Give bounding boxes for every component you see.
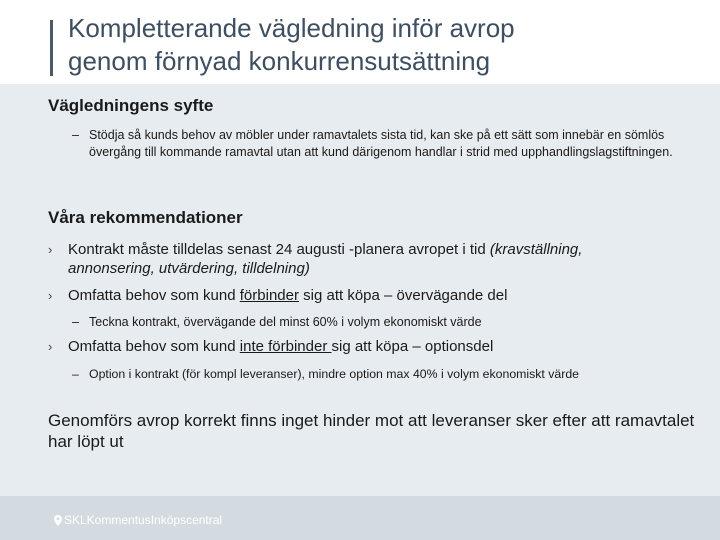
bullet-3-subitem [72, 366, 714, 383]
bullet-3-underlined: inte förbinder [239, 338, 332, 355]
slide-header [0, 0, 720, 84]
bullet-2-sub-text: Teckna kontrakt, övervägande del minst 60% i volym ekonomiskt värde [89, 315, 482, 329]
title-line-2: genom förnyad konkurrensutsättning [68, 46, 491, 76]
logo-text: SKLKommentusInköpscentral [64, 513, 223, 527]
title-line-1: Kompletterande vägledning inför avrop [68, 13, 515, 43]
purpose-text: Stödja så kunds behov av möbler under ramavtalets sista tid, kan ske på ett sätt som innebär en sömlös övergång till kommande ramavtal utan att kund därigenom handlar i strid med upphandlingslagstiftningen. [89, 128, 673, 159]
bullet-1-italic: (kravställning, annonsering, utvärdering, tilldelning) [68, 241, 583, 277]
chevron-right-icon: › [48, 242, 53, 257]
closing-statement: Genomförs avrop korrekt finns inget hinder mot att leveranser sker efter att ramavtalet har löpt ut [48, 411, 695, 451]
dash-marker: – [72, 367, 79, 381]
section-heading-recommendations: Våra rekommendationer [48, 208, 243, 227]
dash-marker: – [72, 128, 79, 142]
purpose-subitem [72, 127, 689, 161]
bullet-2-subitem [72, 314, 709, 331]
bullet-2-pre: Omfatta behov som kund [68, 287, 240, 304]
chevron-right-icon: › [48, 288, 53, 303]
recommendation-bullet-1 [48, 240, 668, 278]
bullet-1-text: Kontrakt måste tilldelas senast 24 augusti -planera avropet i tid [68, 241, 490, 258]
title-accent-bar [50, 20, 53, 76]
slide-title [68, 12, 708, 78]
section-heading-purpose: Vägledningens syfte [48, 96, 214, 115]
location-pin-icon [54, 515, 62, 526]
bullet-2-underlined: förbinder [239, 287, 299, 304]
bullet-3-pre: Omfatta behov som kund [68, 338, 240, 355]
footer-logo [54, 513, 222, 527]
recommendation-bullet-2 [48, 286, 668, 305]
bullet-3-sub-text: Option i kontrakt (för kompl leveranser), mindre option max 40% i volym ekonomiskt värde [89, 367, 580, 381]
bullet-3-post: sig att köpa – optionsdel [331, 338, 494, 355]
bullet-2-post: sig att köpa – övervägande del [298, 287, 508, 304]
recommendation-bullet-3 [48, 337, 668, 356]
chevron-right-icon: › [48, 339, 53, 354]
dash-marker: – [72, 315, 79, 329]
